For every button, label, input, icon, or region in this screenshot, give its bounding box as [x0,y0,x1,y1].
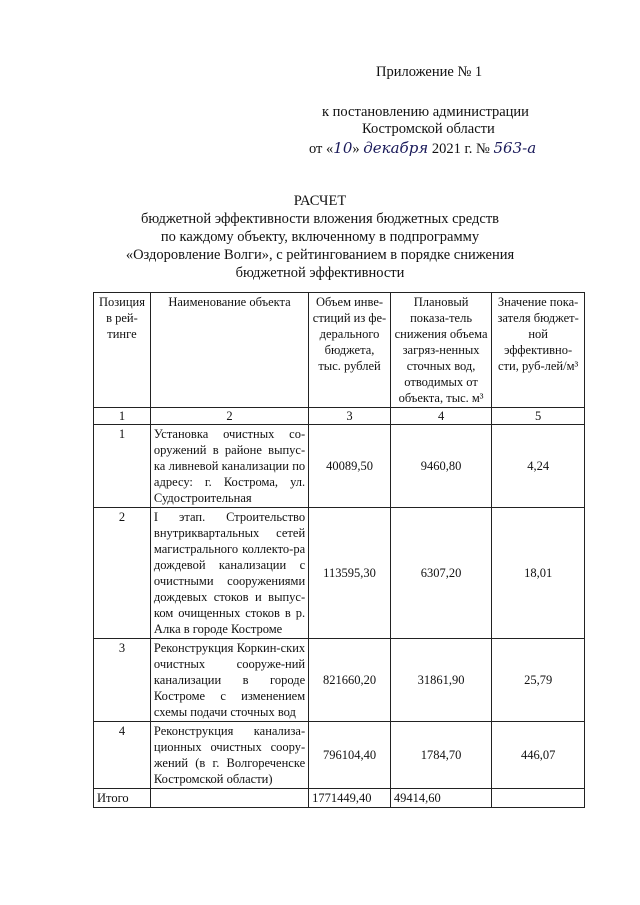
date-mid: » [352,141,364,157]
row-reduction: 1784,70 [390,722,491,789]
title-line-2: по каждому объекту, включенному в подпрограмму [160,229,480,245]
row-investment: 113595,30 [309,508,391,639]
row-efficiency: 446,07 [492,722,585,789]
header-object-name: Наименование объекта [150,293,308,408]
row-object-name: Реконструкция Коркин-ских очистных сооруже-ний канализации в городе Костроме с изменением схемы подачи сточных вод [150,639,308,722]
title-line-1: бюджетной эффективности вложения бюджетных средств [140,211,500,227]
row-investment: 821660,20 [309,639,391,722]
row-object-name: I этап. Строительство внутриквартальных сетей магистрального коллекто-ра дождевой канализации с очистными сооружениями дождевых стоков и выпус-ком очищенных стоков в р. Алка в городе Костроме [150,508,308,639]
row-object-name: Реконструкция канализа-ционных очистных соору-жений (в г. Волгореченске Костромской области) [150,722,308,789]
header-investment: Объем инве-стиций из фе-дерального бюджета, тыс. рублей [309,293,391,408]
date-month-handwritten: декабря [363,139,429,157]
header-efficiency: Значение пока-зателя бюджет-ной эффективно-сти, руб-лей/м³ [492,293,585,408]
total-empty-cell [150,789,308,808]
row-reduction: 6307,20 [390,508,491,639]
efficiency-table [93,292,585,808]
row-position: 4 [94,722,151,789]
row-efficiency: 18,01 [492,508,585,639]
header-position: Позиция в рей-тинге [94,293,151,408]
title-line-4: бюджетной эффективности [235,265,405,281]
date-day-handwritten: 10 [333,139,353,157]
total-reduction: 49414,60 [390,789,491,808]
row-efficiency: 4,24 [492,425,585,508]
total-investment: 1771449,40 [309,789,391,808]
table-row [94,508,585,639]
table-row [94,722,585,789]
row-reduction: 31861,90 [390,639,491,722]
table-row [94,639,585,722]
total-row [94,789,585,808]
row-position: 3 [94,639,151,722]
date-year: 2021 г. № [428,141,494,157]
row-position: 1 [94,425,151,508]
column-number: 2 [150,408,308,425]
date-prefix: от « [309,141,334,157]
row-reduction: 9460,80 [390,425,491,508]
row-investment: 796104,40 [309,722,391,789]
header-reduction: Плановый показа-тель снижения объема загряз-ненных сточных вод, отводимых от объекта, тыс. м³ [390,293,491,408]
total-efficiency-empty [492,789,585,808]
document-title: РАСЧЕТ [293,193,347,209]
column-number: 3 [309,408,391,425]
column-number-row [94,408,585,425]
row-efficiency: 25,79 [492,639,585,722]
table-row [94,425,585,508]
total-label: Итого [94,789,151,808]
doc-number-handwritten: 563-а [493,139,537,157]
appendix-label: Приложение № 1 [376,64,483,80]
row-investment: 40089,50 [309,425,391,508]
column-number: 1 [94,408,151,425]
date-line [309,139,536,158]
resolution-line: к постановлению администрации [322,104,529,120]
title-line-3: «Оздоровление Волги», с рейтингованием в порядке снижения [125,247,515,263]
column-number: 5 [492,408,585,425]
row-position: 2 [94,508,151,639]
column-number: 4 [390,408,491,425]
table-header-row [94,293,585,408]
region-line: Костромской области [362,121,495,137]
row-object-name: Установка очистных со-оружений в районе выпус-ка ливневой канализации по адресу: г. Кострома, ул. Судостроительная [150,425,308,508]
